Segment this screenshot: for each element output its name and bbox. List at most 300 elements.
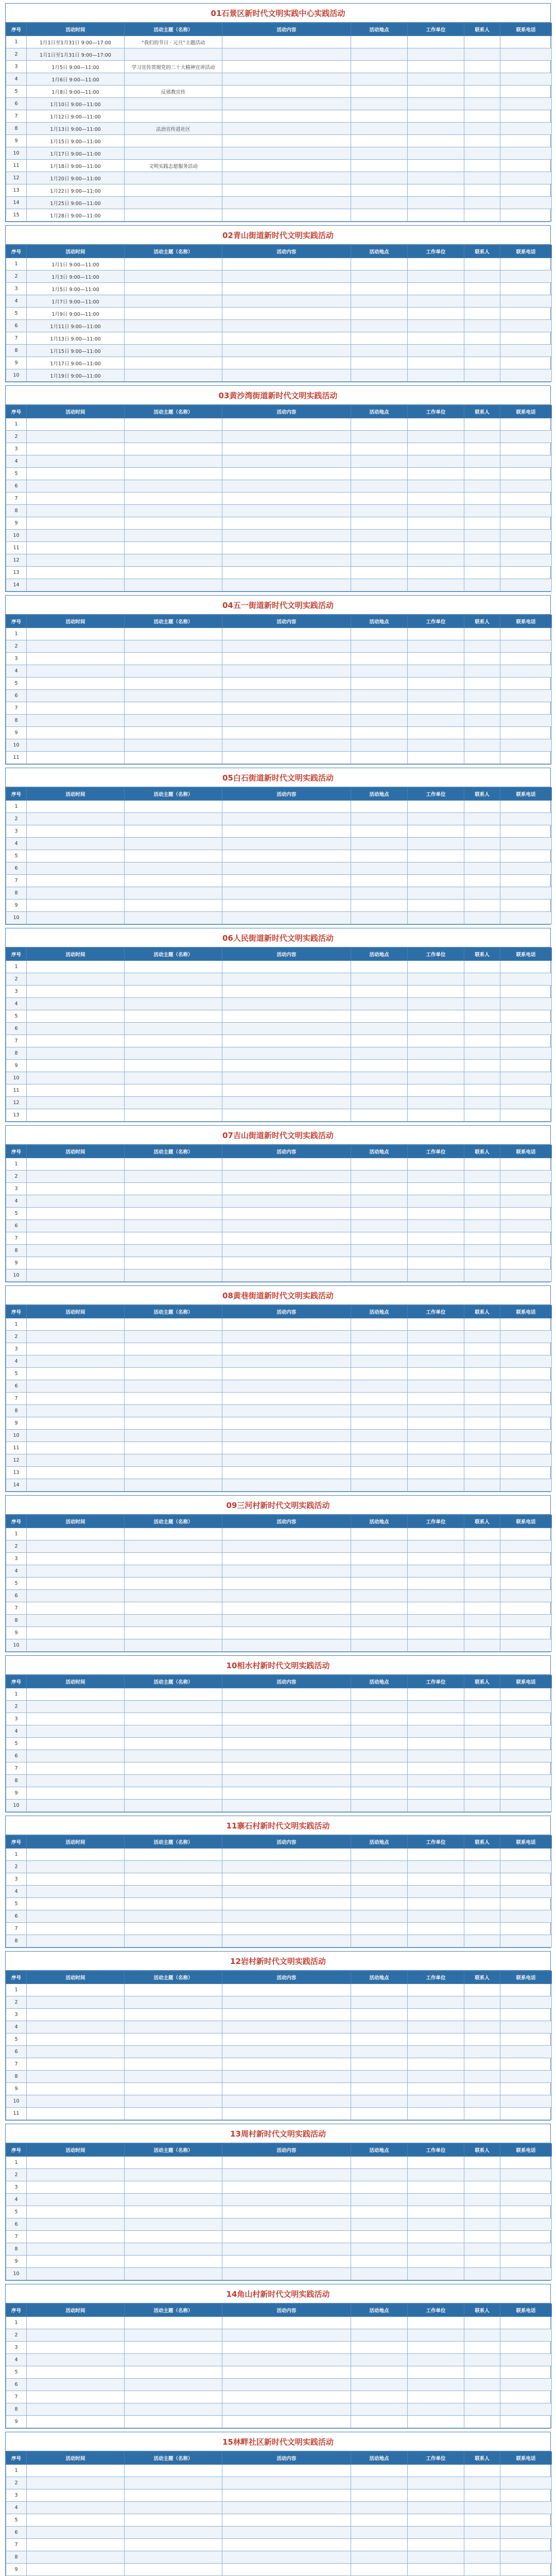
cell-tel	[500, 1713, 552, 1725]
table-row	[6, 677, 552, 690]
cell-person	[464, 345, 500, 357]
cell-name	[125, 1849, 222, 1861]
cell-no: 8	[6, 1405, 27, 1417]
cell-name	[125, 1688, 222, 1701]
table-row	[6, 2539, 552, 2551]
column-header: 活动主题（名称）	[125, 788, 222, 801]
cell-no: 7	[6, 2539, 27, 2551]
cell-person	[464, 2502, 500, 2514]
cell-unit	[408, 567, 464, 579]
cell-time	[27, 1923, 125, 1935]
cell-name	[125, 1208, 222, 1220]
cell-person	[464, 1343, 500, 1355]
cell-place	[351, 98, 408, 110]
cell-time: 1月13日 9:00—11:00	[27, 332, 125, 345]
cell-unit	[408, 1072, 464, 1084]
activity-table	[6, 947, 552, 1122]
cell-person	[464, 1639, 500, 1652]
cell-no: 5	[6, 1738, 27, 1750]
cell-place	[351, 1898, 408, 1910]
cell-person	[464, 2514, 500, 2527]
cell-time	[27, 1602, 125, 1615]
cell-time	[27, 813, 125, 825]
cell-tel	[500, 2083, 552, 2095]
column-header: 工作单位	[408, 2144, 464, 2157]
activity-table	[6, 1835, 552, 1947]
cell-name	[125, 1355, 222, 1368]
cell-name	[125, 1578, 222, 1590]
cell-tel	[500, 1886, 552, 1898]
cell-name	[125, 2046, 222, 2058]
cell-no: 8	[6, 1615, 27, 1627]
cell-place	[351, 295, 408, 308]
cell-place	[351, 332, 408, 345]
table-row	[6, 1886, 552, 1898]
cell-no: 7	[6, 2391, 27, 2403]
cell-name	[125, 197, 222, 209]
cell-no: 7	[6, 2231, 27, 2243]
cell-unit	[408, 2033, 464, 2046]
cell-place	[351, 1208, 408, 1220]
cell-content	[222, 1528, 351, 1540]
cell-unit	[408, 1849, 464, 1861]
table-header-row	[6, 1515, 552, 1528]
cell-unit	[408, 1627, 464, 1639]
cell-place	[351, 2329, 408, 2342]
table-row	[6, 752, 552, 764]
cell-content	[222, 2317, 351, 2329]
cell-person	[464, 135, 500, 147]
section-title: 03黄沙湾街道新时代文明实践活动	[6, 386, 550, 405]
cell-person	[464, 2329, 500, 2342]
cell-time	[27, 838, 125, 850]
cell-unit	[408, 1996, 464, 2009]
cell-no: 7	[6, 1232, 27, 1245]
table-header-row	[6, 1675, 552, 1688]
cell-place	[351, 1171, 408, 1183]
cell-tel	[500, 1602, 552, 1615]
cell-time: 1月8日 9:00—11:00	[27, 86, 125, 98]
table-row	[6, 1898, 552, 1910]
cell-content	[222, 1762, 351, 1775]
cell-tel	[500, 1023, 552, 1035]
cell-place	[351, 2218, 408, 2231]
column-header: 序号	[6, 245, 27, 258]
cell-tel	[500, 2465, 552, 2477]
cell-unit	[408, 1602, 464, 1615]
table-row	[6, 2317, 552, 2329]
column-header: 联系电话	[500, 245, 552, 258]
table-row	[6, 2058, 552, 2071]
cell-content	[222, 61, 351, 73]
cell-person	[464, 1713, 500, 1725]
table-row	[6, 801, 552, 813]
column-header: 活动时间	[27, 1675, 125, 1688]
cell-content	[222, 530, 351, 542]
table-header-row	[6, 1145, 552, 1158]
cell-person	[464, 702, 500, 715]
column-header: 联系电话	[500, 1145, 552, 1158]
column-header: 活动内容	[222, 1145, 351, 1158]
cell-unit	[408, 270, 464, 283]
cell-no: 2	[6, 973, 27, 986]
cell-content	[222, 998, 351, 1010]
table-row	[6, 900, 552, 912]
cell-time	[27, 1220, 125, 1232]
cell-content	[222, 690, 351, 702]
cell-name	[125, 1467, 222, 1479]
cell-tel	[500, 480, 552, 493]
cell-no: 3	[6, 986, 27, 998]
cell-time	[27, 2551, 125, 2564]
cell-content	[222, 443, 351, 455]
cell-no: 9	[6, 1417, 27, 1430]
cell-no: 3	[6, 1553, 27, 1565]
table-header-row	[6, 1836, 552, 1849]
cell-content	[222, 172, 351, 184]
cell-unit	[408, 2108, 464, 2120]
column-header: 工作单位	[408, 23, 464, 36]
cell-time	[27, 1442, 125, 1454]
cell-no: 5	[6, 677, 27, 690]
section-title: 10相水村新时代文明实践活动	[6, 1656, 550, 1675]
cell-place	[351, 2071, 408, 2083]
cell-no: 1	[6, 1984, 27, 1996]
cell-unit	[408, 1713, 464, 1725]
cell-no: 10	[6, 912, 27, 924]
cell-place	[351, 1540, 408, 1553]
cell-name	[125, 1393, 222, 1405]
cell-place	[351, 1984, 408, 1996]
cell-name	[125, 1035, 222, 1047]
cell-tel	[500, 1393, 552, 1405]
cell-content	[222, 2268, 351, 2280]
cell-time	[27, 973, 125, 986]
cell-person	[464, 752, 500, 764]
table-row	[6, 2046, 552, 2058]
cell-content	[222, 2009, 351, 2021]
cell-content	[222, 517, 351, 530]
cell-name	[125, 2021, 222, 2033]
cell-person	[464, 308, 500, 320]
cell-place	[351, 2403, 408, 2416]
cell-place	[351, 1269, 408, 1282]
table-header-row	[6, 1971, 552, 1984]
cell-person	[464, 1232, 500, 1245]
cell-place	[351, 1849, 408, 1861]
cell-person	[464, 493, 500, 505]
cell-content	[222, 147, 351, 160]
cell-unit	[408, 1923, 464, 1935]
cell-name	[125, 505, 222, 517]
cell-person	[464, 123, 500, 135]
cell-name	[125, 1553, 222, 1565]
cell-name	[125, 2243, 222, 2256]
column-header: 活动地点	[351, 615, 408, 628]
cell-name	[125, 209, 222, 222]
cell-place	[351, 813, 408, 825]
column-header: 活动时间	[27, 1836, 125, 1849]
cell-content	[222, 320, 351, 332]
cell-unit	[408, 209, 464, 222]
table-row	[6, 1158, 552, 1171]
cell-time	[27, 1331, 125, 1343]
cell-time	[27, 2021, 125, 2033]
column-header: 活动时间	[27, 1306, 125, 1318]
cell-time: 1月15日 9:00—11:00	[27, 135, 125, 147]
activity-section	[5, 1655, 551, 1812]
cell-unit	[408, 1775, 464, 1787]
cell-content	[222, 283, 351, 295]
column-header: 活动地点	[351, 23, 408, 36]
column-header: 活动地点	[351, 2452, 408, 2465]
section-title: 05白石街道新时代文明实践活动	[6, 768, 550, 787]
cell-time	[27, 1725, 125, 1738]
column-header: 联系人	[464, 2452, 500, 2465]
table-row	[6, 1355, 552, 1368]
cell-person	[464, 1762, 500, 1775]
cell-tel	[500, 1442, 552, 1454]
table-row	[6, 98, 552, 110]
cell-no: 7	[6, 1035, 27, 1047]
cell-unit	[408, 2329, 464, 2342]
cell-person	[464, 2083, 500, 2095]
cell-unit	[408, 2465, 464, 2477]
cell-unit	[408, 1750, 464, 1762]
table-row	[6, 1713, 552, 1725]
cell-content	[222, 98, 351, 110]
column-header: 联系电话	[500, 788, 552, 801]
column-header: 联系人	[464, 2144, 500, 2157]
cell-name	[125, 752, 222, 764]
cell-time	[27, 1935, 125, 1947]
cell-unit	[408, 1158, 464, 1171]
table-row	[6, 838, 552, 850]
cell-no: 7	[6, 1923, 27, 1935]
cell-person	[464, 1318, 500, 1331]
cell-tel	[500, 1688, 552, 1701]
cell-no: 10	[6, 147, 27, 160]
table-row	[6, 727, 552, 739]
cell-no: 13	[6, 567, 27, 579]
cell-name	[125, 431, 222, 443]
cell-time	[27, 1996, 125, 2009]
table-row	[6, 986, 552, 998]
cell-tel	[500, 332, 552, 345]
cell-place	[351, 1245, 408, 1257]
cell-no: 11	[6, 542, 27, 554]
cell-time	[27, 1467, 125, 1479]
activity-section	[5, 225, 551, 382]
cell-tel	[500, 172, 552, 184]
cell-person	[464, 2108, 500, 2120]
cell-content	[222, 677, 351, 690]
cell-place	[351, 677, 408, 690]
cell-time: 1月10日 9:00—11:00	[27, 98, 125, 110]
column-header: 活动时间	[27, 2452, 125, 2465]
table-row	[6, 825, 552, 838]
cell-name	[125, 1996, 222, 2009]
cell-content	[222, 369, 351, 382]
cell-person	[464, 48, 500, 61]
cell-unit	[408, 887, 464, 900]
cell-person	[464, 1183, 500, 1195]
cell-person	[464, 1368, 500, 1380]
cell-no: 10	[6, 369, 27, 382]
cell-tel	[500, 875, 552, 887]
cell-unit	[408, 727, 464, 739]
table-row	[6, 61, 552, 73]
cell-time	[27, 1355, 125, 1368]
column-header: 活动主题（名称）	[125, 245, 222, 258]
cell-tel	[500, 2551, 552, 2564]
cell-place	[351, 345, 408, 357]
cell-content	[222, 2021, 351, 2033]
cell-no: 4	[6, 2502, 27, 2514]
cell-no: 4	[6, 1565, 27, 1578]
column-header: 活动主题（名称）	[125, 1971, 222, 1984]
table-row	[6, 1762, 552, 1775]
cell-no: 3	[6, 283, 27, 295]
column-header: 活动地点	[351, 2304, 408, 2317]
cell-time	[27, 567, 125, 579]
cell-no: 9	[6, 1060, 27, 1072]
cell-tel	[500, 1849, 552, 1861]
cell-place	[351, 431, 408, 443]
cell-time: 1月6日 9:00—11:00	[27, 73, 125, 86]
table-row	[6, 1910, 552, 1923]
cell-content	[222, 2243, 351, 2256]
cell-content	[222, 1984, 351, 1996]
cell-person	[464, 1935, 500, 1947]
cell-unit	[408, 1688, 464, 1701]
cell-name	[125, 1602, 222, 1615]
cell-tel	[500, 1318, 552, 1331]
cell-no: 5	[6, 1208, 27, 1220]
cell-unit	[408, 2169, 464, 2181]
table-row	[6, 1257, 552, 1269]
cell-name	[125, 2539, 222, 2551]
cell-name	[125, 1898, 222, 1910]
cell-no: 5	[6, 1368, 27, 1380]
column-header: 活动时间	[27, 245, 125, 258]
activity-section	[5, 385, 551, 592]
cell-tel	[500, 517, 552, 530]
cell-tel	[500, 345, 552, 357]
cell-person	[464, 505, 500, 517]
cell-content	[222, 2194, 351, 2206]
table-row	[6, 998, 552, 1010]
cell-tel	[500, 727, 552, 739]
cell-tel	[500, 1109, 552, 1122]
activity-table	[6, 23, 552, 222]
cell-time	[27, 1035, 125, 1047]
table-row	[6, 135, 552, 147]
cell-name	[125, 2058, 222, 2071]
cell-content	[222, 2046, 351, 2058]
cell-content	[222, 295, 351, 308]
column-header: 联系电话	[500, 405, 552, 418]
cell-person	[464, 1787, 500, 1800]
cell-person	[464, 1849, 500, 1861]
cell-time: 1月12日 9:00—11:00	[27, 110, 125, 123]
cell-no: 1	[6, 2317, 27, 2329]
cell-person	[464, 1208, 500, 1220]
table-row	[6, 123, 552, 135]
cell-person	[464, 1800, 500, 1812]
cell-person	[464, 1355, 500, 1368]
cell-time: 1月1日 9:00—11:00	[27, 258, 125, 270]
cell-unit	[408, 1060, 464, 1072]
cell-no: 2	[6, 1540, 27, 1553]
cell-person	[464, 2391, 500, 2403]
cell-person	[464, 628, 500, 640]
cell-person	[464, 2169, 500, 2181]
cell-tel	[500, 1701, 552, 1713]
cell-unit	[408, 2564, 464, 2576]
column-header: 工作单位	[408, 2304, 464, 2317]
cell-person	[464, 1528, 500, 1540]
cell-unit	[408, 1109, 464, 1122]
cell-name	[125, 1183, 222, 1195]
cell-name	[125, 369, 222, 382]
cell-tel	[500, 431, 552, 443]
table-row	[6, 530, 552, 542]
cell-unit	[408, 961, 464, 973]
cell-tel	[500, 1467, 552, 1479]
cell-time	[27, 715, 125, 727]
cell-no: 5	[6, 308, 27, 320]
cell-unit	[408, 98, 464, 110]
cell-no: 1	[6, 1158, 27, 1171]
cell-unit	[408, 258, 464, 270]
cell-no: 2	[6, 640, 27, 653]
cell-content	[222, 1380, 351, 1393]
cell-unit	[408, 715, 464, 727]
cell-content	[222, 2256, 351, 2268]
cell-person	[464, 2465, 500, 2477]
cell-unit	[408, 431, 464, 443]
activity-section	[5, 595, 551, 765]
cell-tel	[500, 2108, 552, 2120]
cell-content	[222, 1787, 351, 1800]
cell-no: 6	[6, 862, 27, 875]
cell-no: 2	[6, 1331, 27, 1343]
cell-unit	[408, 468, 464, 480]
cell-time	[27, 1023, 125, 1035]
cell-unit	[408, 308, 464, 320]
cell-place	[351, 61, 408, 73]
cell-tel	[500, 752, 552, 764]
cell-time	[27, 739, 125, 752]
cell-place	[351, 517, 408, 530]
cell-person	[464, 1553, 500, 1565]
cell-place	[351, 1738, 408, 1750]
cell-name	[125, 2489, 222, 2502]
cell-no: 3	[6, 2342, 27, 2354]
cell-place	[351, 1343, 408, 1355]
cell-person	[464, 2551, 500, 2564]
cell-content	[222, 1405, 351, 1417]
activity-section	[5, 1816, 551, 1948]
cell-name	[125, 418, 222, 431]
cell-tel	[500, 197, 552, 209]
cell-no: 2	[6, 48, 27, 61]
cell-place	[351, 1318, 408, 1331]
cell-place	[351, 739, 408, 752]
cell-person	[464, 1615, 500, 1627]
cell-content	[222, 73, 351, 86]
